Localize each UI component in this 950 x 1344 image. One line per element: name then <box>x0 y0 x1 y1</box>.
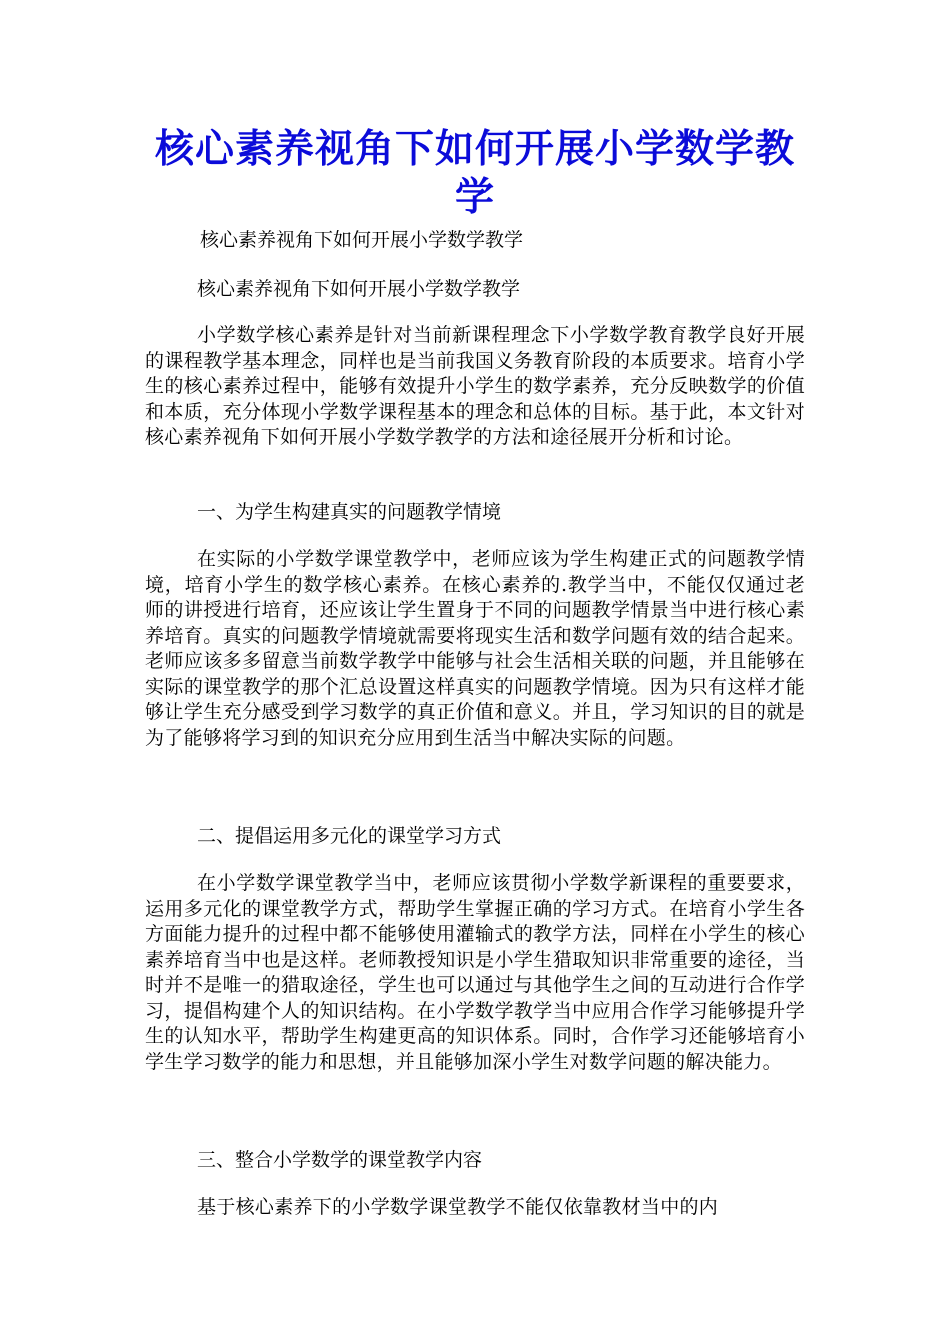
section-1-paragraph: 在实际的小学数学课堂教学中，老师应该为学生构建正式的问题教学情境，培育小学生的数学核心素养。在核心素养的.教学当中，不能仅仅通过老师的讲授进行培育，还应该让学生置身于不同的问题教学情景当中进行核心素养培育。真实的问题教学情境就需要将现实生活和数学问题有效的结合起来。老师应该多多留意当前数学教学中能够与社会生活相关联的问题，并且能够在实际的课堂教学的那个汇总设置这样真实的问题教学情境。因为只有这样才能够让学生充分感受到学习数学的真正价值和意义。并且，学习知识的目的就是为了能够将学习到的知识充分应用到生活当中解决实际的问题。 <box>145 548 805 749</box>
document-title: 核心素养视角下如何开展小学数学教学 <box>154 127 795 220</box>
section-2-paragraph: 在小学数学课堂教学当中，老师应该贯彻小学数学新课程的重要要求，运用多元化的课堂教学方式，帮助学生掌握正确的学习方式。在培育小学生各方面能力提升的过程中都不能够使用灌输式的教学方法，同样在小学生的核心素养培育当中也是这样。老师教授知识是小学生猎取知识非常重要的途径，当时并不是唯一的猎取途径，学生也可以通过与其他学生之间的互动进行合作学习，提倡构建个人的知识结构。在小学数学教学当中应用合作学习能够提升学生的认知水平，帮助学生构建更高的知识体系。同时，合作学习还能够培育小学生学习数学的能力和思想，并且能够加深小学生对数学问题的解决能力。 <box>145 872 805 1073</box>
subtitle-line-1: 核心素养视角下如何开展小学数学教学 <box>200 229 524 251</box>
section-3-paragraph: 基于核心素养下的小学数学课堂教学不能仅依靠教材当中的内 <box>197 1196 719 1218</box>
intro-paragraph: 小学数学核心素养是针对当前新课程理念下小学数学教育教学良好开展的课程教学基本理念，同样也是当前我国义务教育阶段的本质要求。培育小学生的核心素养过程中，能够有效提升小学生的数学素养，充分反映数学的价值和本质，充分体现小学数学课程基本的理念和总体的目标。基于此，本文针对核心素养视角下如何开展小学数学教学的方法和途径展开分析和讨论。 <box>145 324 805 448</box>
subtitle-line-2: 核心素养视角下如何开展小学数学教学 <box>197 278 521 300</box>
section-heading-3: 三、整合小学数学的课堂教学内容 <box>197 1149 483 1171</box>
section-heading-2: 二、提倡运用多元化的课堂学习方式 <box>197 825 502 847</box>
section-heading-1: 一、为学生构建真实的问题教学情境 <box>197 501 502 523</box>
